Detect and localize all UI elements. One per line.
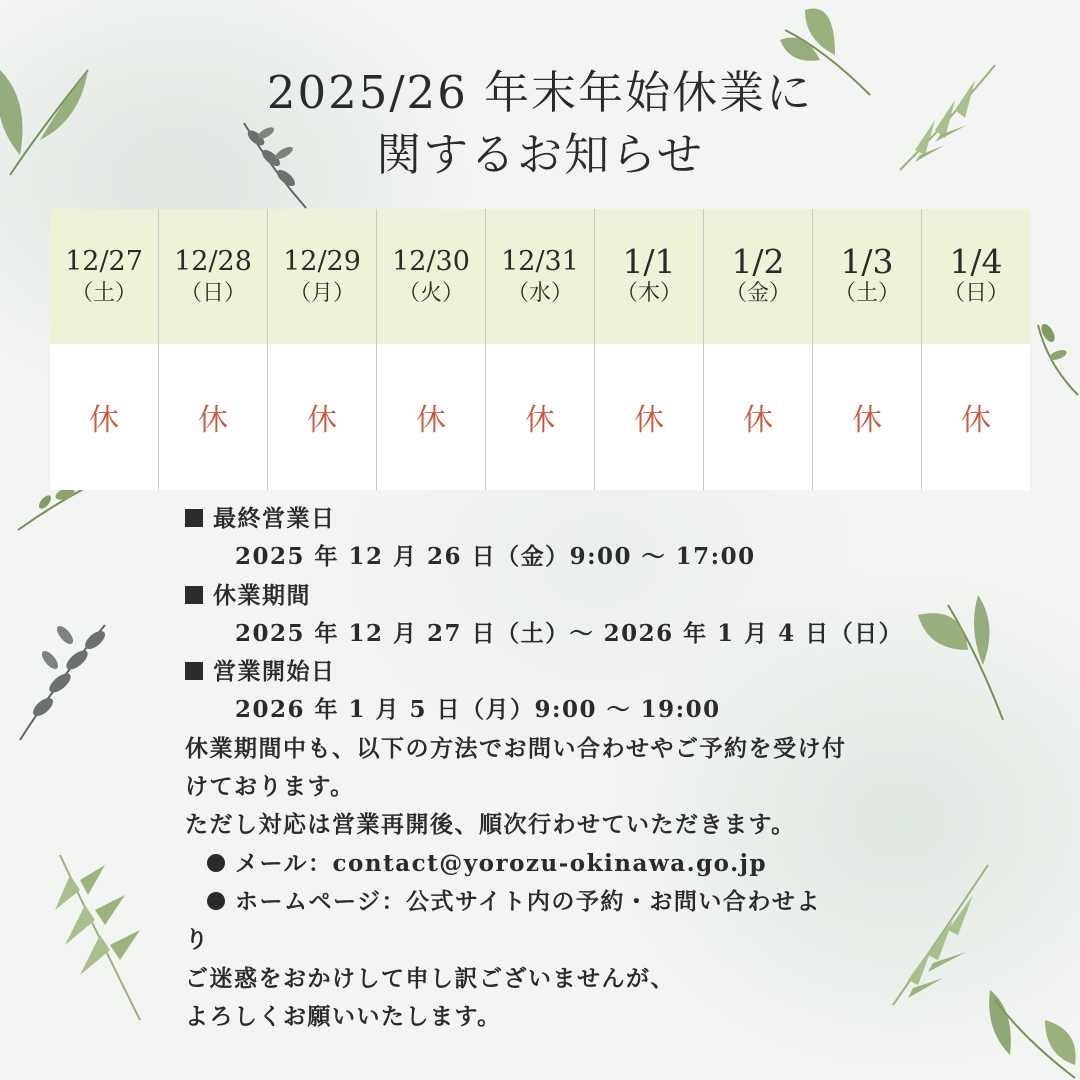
closed-value: 2025 年 12 月 27 日（土）～ 2026 年 1 月 4 日（日）: [235, 619, 904, 647]
section-heading-closed: [185, 577, 905, 615]
calendar-weekday: （土）: [70, 280, 137, 306]
calendar-date: 12/28: [174, 245, 252, 277]
calendar-day: [594, 209, 703, 490]
calendar-date: 1/2: [731, 241, 785, 281]
calendar-weekday: （水）: [506, 280, 573, 306]
calendar-date: 12/30: [392, 245, 470, 277]
calendar-weekday: （金）: [724, 280, 791, 306]
calendar-weekday: （日）: [942, 280, 1009, 306]
calendar-day-header: [595, 209, 703, 344]
title-line-2: 関するお知らせ: [376, 128, 704, 181]
calendar-date: 12/29: [283, 245, 361, 277]
homepage-text: ホームページ：公式サイト内の予約・お問い合わせよ: [235, 887, 821, 915]
leaf-branch-bottom-right: [985, 990, 1080, 1080]
calendar-day-header: [704, 209, 812, 344]
calendar-day: [158, 209, 267, 490]
calendar-weekday: （土）: [833, 280, 900, 306]
section-heading-last-day: [185, 500, 905, 538]
calendar-weekday: （木）: [615, 280, 682, 306]
calendar-day-header: [486, 209, 594, 344]
leaf-sprig-right: [1028, 315, 1080, 400]
closed-heading: 休業期間: [213, 581, 311, 609]
square-bullet-icon: [185, 509, 203, 527]
note-line: けております。: [185, 773, 355, 801]
last-day-heading: 最終営業日: [213, 505, 336, 532]
title-line-1: 2025/26 年末年始休業に: [266, 66, 814, 119]
calendar-date: 1/3: [840, 241, 894, 281]
page-title: [0, 62, 1080, 186]
calendar-day-header: [377, 209, 485, 344]
contact-homepage: [185, 883, 905, 921]
leaf-branch-right: [918, 595, 1008, 725]
calendar-day: [485, 209, 594, 490]
closing-line: ご迷惑をおかけして申し訳ございませんが、: [185, 964, 675, 992]
calendar-day: [812, 209, 921, 490]
holiday-calendar: [50, 209, 1030, 490]
calendar-day-header: [159, 209, 267, 344]
start-heading: 営業開始日: [213, 658, 336, 686]
calendar-status: 休: [525, 403, 555, 438]
calendar-status: 休: [198, 403, 228, 438]
calendar-status: 休: [307, 403, 337, 438]
calendar-weekday: （日）: [179, 280, 246, 306]
calendar-status: 休: [961, 403, 991, 438]
calendar-status: 休: [89, 403, 119, 438]
calendar-date: 12/27: [65, 245, 143, 277]
calendar-status: 休: [634, 403, 664, 438]
note-line: 休業期間中も、以下の方法でお問い合わせやご予約を受け付: [185, 734, 847, 762]
calendar-day: [921, 209, 1030, 490]
closing-line: よろしくお願いいたします。: [185, 1002, 502, 1030]
notice-body: [185, 500, 905, 1036]
last-day-value: 2025 年 12 月 26 日（金）9:00 ～ 17:00: [235, 543, 756, 571]
section-heading-start: [185, 653, 905, 691]
square-bullet-icon: [185, 662, 203, 680]
calendar-weekday: （月）: [288, 280, 355, 306]
calendar-day-header: [813, 209, 921, 344]
calendar-date: 1/4: [949, 241, 1003, 281]
leaf-branch-left-gray: [15, 615, 115, 745]
square-bullet-icon: [185, 586, 203, 604]
calendar-status: 休: [416, 403, 446, 438]
calendar-day: [50, 209, 158, 490]
calendar-status: 休: [852, 403, 882, 438]
calendar-date: 1/1: [622, 241, 676, 281]
calendar-status: 休: [743, 403, 773, 438]
note-line: ただし対応は営業再開後、順次行わせていただきます。: [185, 811, 796, 839]
homepage-text-continued: り: [185, 926, 210, 954]
calendar-weekday: （火）: [397, 280, 464, 306]
leaf-fern-bottom-left: [50, 850, 150, 1025]
calendar-day-header: [268, 209, 376, 344]
calendar-day: [703, 209, 812, 490]
mail-text: メール：contact@yorozu-okinawa.go.jp: [235, 849, 768, 877]
calendar-date: 12/31: [501, 245, 579, 277]
calendar-day: [376, 209, 485, 490]
calendar-day-header: [50, 209, 158, 344]
contact-mail: [185, 845, 905, 883]
calendar-day: [267, 209, 376, 490]
round-bullet-icon: [207, 854, 225, 872]
calendar-day-header: [922, 209, 1030, 344]
start-value: 2026 年 1 月 5 日（月）9:00 ～ 19:00: [235, 696, 721, 724]
round-bullet-icon: [207, 892, 225, 910]
